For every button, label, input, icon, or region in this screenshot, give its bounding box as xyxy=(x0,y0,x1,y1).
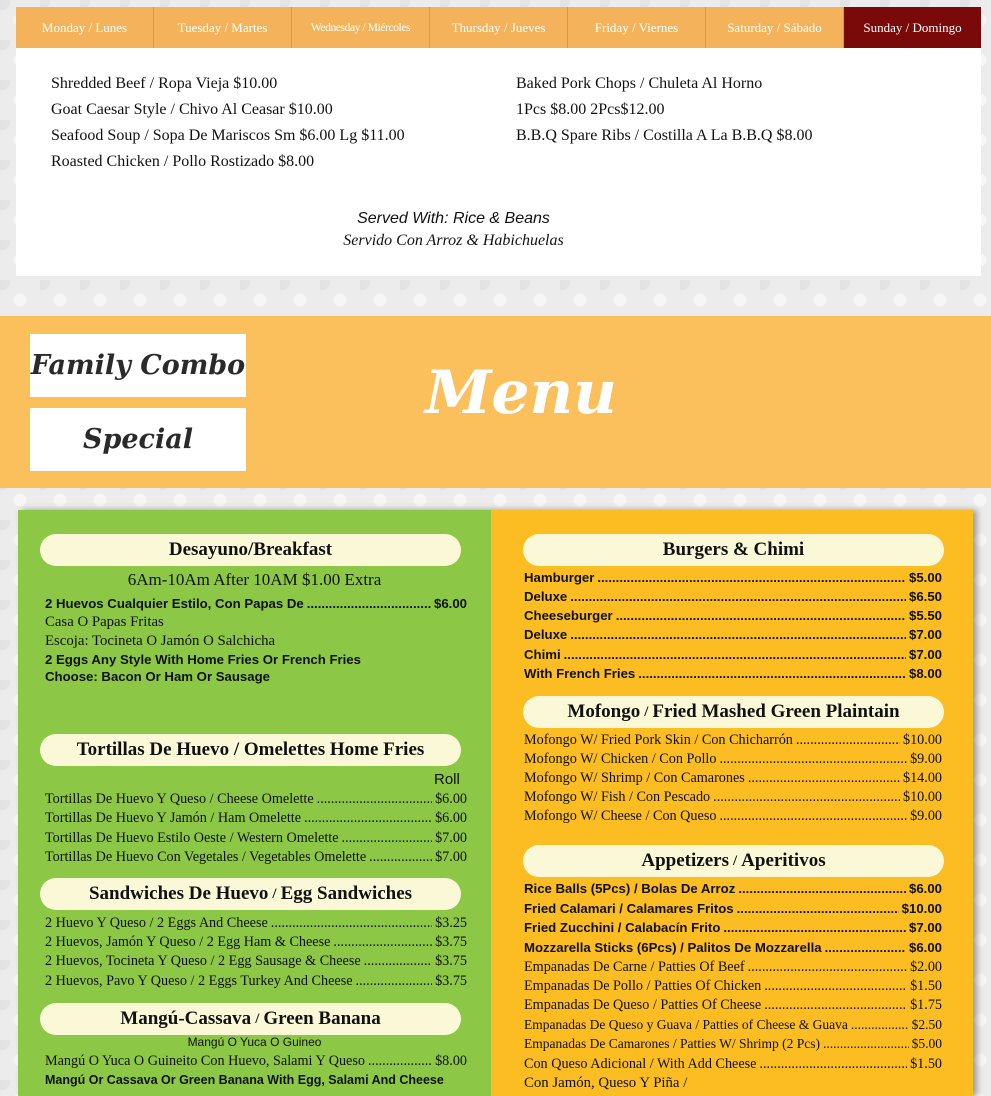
appetizers-header-main: Appetizers xyxy=(641,850,729,871)
served-with-en: Served With: Rice & Beans xyxy=(357,210,550,227)
menu-item-name: Tortillas De Huevo Y Queso / Cheese Omelette xyxy=(45,791,314,807)
menu-item-price: $5.50 xyxy=(908,608,942,623)
menu-item xyxy=(45,953,467,970)
menu-item-name: Empanadas De Queso / Patties Of Cheese xyxy=(524,997,762,1013)
sandwiches-header-main: Sandwiches De Huevo xyxy=(88,883,269,904)
tab-saturday[interactable]: Saturday / Sábado xyxy=(706,7,844,48)
menu-item xyxy=(524,1036,942,1052)
menu-item xyxy=(45,810,467,827)
menu-item-price: $8.00 xyxy=(435,1053,467,1069)
menu-item-name: 2 Huevos Cualquier Estilo, Con Papas De xyxy=(45,596,304,611)
menu-title: Menu xyxy=(425,358,617,428)
sandwiches-header-end: Egg Sandwiches xyxy=(280,883,413,904)
daily-item: Goat Caesar Style / Chivo Al Ceasar $10.00 xyxy=(51,101,333,118)
menu-item-name: 2 Huevos, Pavo Y Queso / 2 Eggs Turkey And Cheese xyxy=(45,973,353,989)
menu-item xyxy=(524,647,942,662)
served-with-es: Servido Con Arroz & Habichuelas xyxy=(343,232,564,249)
menu-line: 2 Eggs Any Style With Home Fries Or French Fries xyxy=(45,652,361,667)
mofongo-header-main: Mofongo xyxy=(567,701,641,722)
menu-item-price: $10.00 xyxy=(902,789,942,805)
menu-item-name: Hamburger xyxy=(524,570,595,585)
tab-thursday[interactable]: Thursday / Jueves xyxy=(430,7,568,48)
menu-item xyxy=(524,959,942,976)
menu-item-price: $14.00 xyxy=(902,770,942,786)
menu-item-price: $10.00 xyxy=(901,901,942,916)
menu-item-price: $6.00 xyxy=(908,881,942,896)
menu-item-name: Chimi xyxy=(524,647,561,662)
sandwiches-header-sep: / xyxy=(272,885,277,902)
menu-item xyxy=(45,973,467,990)
menu-item xyxy=(524,808,942,825)
menu-item-name: Tortillas De Huevo Estilo Oeste / Western Omelette xyxy=(45,830,339,846)
menu-item-name: Deluxe xyxy=(524,627,568,642)
family-combo-button[interactable]: Family Combo xyxy=(30,334,246,397)
tab-wednesday[interactable]: Wednesday / Miércoles xyxy=(292,7,430,48)
menu-item-price: $6.50 xyxy=(908,589,942,604)
menu-board xyxy=(18,510,973,1096)
day-tabs xyxy=(16,7,981,48)
mofongo-header xyxy=(523,696,944,728)
menu-item xyxy=(45,915,467,932)
breakfast-hours: 6Am-10Am After 10AM $1.00 Extra xyxy=(127,570,382,589)
daily-item: Roasted Chicken / Pollo Rostizado $8.00 xyxy=(51,153,315,170)
menu-item-price: $1.75 xyxy=(910,997,942,1013)
menu-item xyxy=(45,830,467,847)
menu-item xyxy=(524,789,942,806)
menu-item xyxy=(45,791,467,808)
menu-line: Con Jamón, Queso Y Piña / xyxy=(524,1075,688,1091)
menu-line: Escoja: Tocineta O Jamón O Salchicha xyxy=(45,633,276,649)
menu-item xyxy=(524,751,942,768)
daily-item: Seafood Soup / Sopa De Mariscos Sm $6.00 Lg $11.00 xyxy=(51,127,405,144)
menu-item-price: $9.00 xyxy=(910,808,942,824)
menu-item-name: Fried Calamari / Calamares Fritos xyxy=(524,901,734,916)
menu-item-price: $1.50 xyxy=(910,1056,942,1072)
menu-item-price: $9.00 xyxy=(910,751,942,767)
menu-item xyxy=(45,934,467,951)
menu-item-name: With French Fries xyxy=(524,666,636,681)
roll-label: Roll xyxy=(434,771,460,788)
menu-item-name: 2 Huevo Y Queso / 2 Eggs And Cheese xyxy=(45,915,268,931)
menu-item xyxy=(524,997,942,1014)
menu-item-price: $6.00 xyxy=(435,791,467,807)
omelettes-header: Tortillas De Huevo / Omelettes Home Fries xyxy=(40,734,461,766)
menu-item-price: $7.00 xyxy=(908,920,942,935)
mangu-header xyxy=(40,1003,461,1035)
menu-item-price: $6.00 xyxy=(908,940,942,955)
mangu-header-main: Mangú-Cassava xyxy=(120,1008,252,1029)
menu-item-price: $3.75 xyxy=(435,973,467,989)
daily-item: 1Pcs $8.00 2Pcs$12.00 xyxy=(516,101,665,118)
menu-item xyxy=(45,1053,467,1070)
menu-item-name: Empanadas De Queso y Guava / Patties of Cheese & Guava xyxy=(524,1017,848,1032)
menu-item-price: $2.50 xyxy=(911,1017,942,1032)
mofongo-header-sep: / xyxy=(644,703,649,720)
menu-line: Casa O Papas Fritas xyxy=(45,614,164,630)
menu-line: Mangú Or Cassava Or Green Banana With Egg, Salami And Cheese xyxy=(45,1073,444,1087)
menu-band xyxy=(0,316,991,488)
menu-item-price: $7.00 xyxy=(435,830,467,846)
menu-item xyxy=(524,608,942,623)
menu-item-name: Empanadas De Pollo / Patties Of Chicken xyxy=(524,978,762,994)
menu-item xyxy=(524,1017,942,1033)
menu-item-name: Mozzarella Sticks (6Pcs) / Palitos De Mozzarella xyxy=(524,940,822,955)
menu-item xyxy=(524,570,942,585)
menu-item-name: Mofongo W/ Fish / Con Pescado xyxy=(524,789,711,805)
menu-item xyxy=(524,901,942,916)
daily-item: B.B.Q Spare Ribs / Costilla A La B.B.Q $8.00 xyxy=(516,127,813,144)
menu-item-name: Mofongo W/ Fried Pork Skin / Con Chicharrón xyxy=(524,732,793,748)
menu-item-name: Mofongo W/ Chicken / Con Pollo xyxy=(524,751,717,767)
menu-item-name: Rice Balls (5Pcs) / Bolas De Arroz xyxy=(524,881,736,896)
menu-item xyxy=(524,920,942,935)
menu-board-left xyxy=(18,510,491,1096)
menu-item-name: Deluxe xyxy=(524,589,568,604)
menu-item-price: $3.75 xyxy=(435,953,467,969)
menu-board-right xyxy=(491,510,973,1096)
menu-item xyxy=(524,627,942,642)
menu-item xyxy=(524,732,942,749)
menu-item-price: $7.00 xyxy=(908,647,942,662)
menu-item-name: Empanadas De Camarones / Patties W/ Shrimp (2 Pcs) xyxy=(524,1036,820,1051)
menu-item-name: Mangú O Yuca O Guineito Con Huevo, Salami Y Queso xyxy=(45,1053,365,1069)
appetizers-header-end: Aperitivos xyxy=(741,850,826,871)
menu-item-price: $5.00 xyxy=(911,1036,942,1051)
menu-item xyxy=(45,596,467,611)
menu-item-name: Mofongo W/ Cheese / Con Queso xyxy=(524,808,717,824)
mangu-header-sep: / xyxy=(255,1010,260,1027)
mangu-subtitle: Mangú O Yuca O Guineo xyxy=(187,1035,322,1049)
menu-item-name: Mofongo W/ Shrimp / Con Camarones xyxy=(524,770,745,786)
menu-item-name: Fried Zucchini / Calabacín Frito xyxy=(524,920,721,935)
tab-friday[interactable]: Friday / Viernes xyxy=(568,7,706,48)
special-button[interactable]: Special xyxy=(30,408,246,471)
menu-item-name: Empanadas De Carne / Patties Of Beef xyxy=(524,959,745,975)
menu-item-price: $7.00 xyxy=(908,627,942,642)
menu-item-price: $3.25 xyxy=(435,915,467,931)
tab-sunday[interactable]: Sunday / Domingo xyxy=(844,7,981,48)
daily-specials-left xyxy=(51,71,405,175)
menu-item-price: $5.00 xyxy=(908,570,942,585)
mofongo-header-end: Fried Mashed Green Plaintain xyxy=(652,701,900,722)
menu-item-price: $6.00 xyxy=(433,596,467,611)
menu-item-price: $1.50 xyxy=(910,978,942,994)
menu-item xyxy=(45,849,467,866)
menu-item xyxy=(524,589,942,604)
menu-item-price: $3.75 xyxy=(435,934,467,950)
tab-monday[interactable]: Monday / Lunes xyxy=(16,7,154,48)
mangu-header-end: Green Banana xyxy=(263,1008,381,1029)
daily-specials-right xyxy=(516,71,812,149)
menu-item-price: $10.00 xyxy=(902,732,942,748)
menu-item xyxy=(524,881,942,896)
appetizers-header-sep: / xyxy=(732,852,738,869)
menu-item-name: Cheeseburger xyxy=(524,608,613,623)
daily-item: Baked Pork Chops / Chuleta Al Horno xyxy=(516,75,763,92)
sandwiches-header xyxy=(40,878,461,910)
menu-item-name: Tortillas De Huevo Y Jamón / Ham Omelette xyxy=(45,810,302,826)
breakfast-header: Desayuno/Breakfast xyxy=(40,534,461,566)
menu-item-price: $2.00 xyxy=(910,959,942,975)
appetizers-header xyxy=(523,845,944,877)
daily-specials-panel xyxy=(16,48,981,276)
menu-item-price: $6.00 xyxy=(435,810,467,826)
menu-item xyxy=(524,1056,942,1073)
menu-item-name: 2 Huevos, Jamón Y Queso / 2 Egg Ham & Cheese xyxy=(45,934,331,950)
menu-item-price: $8.00 xyxy=(908,666,942,681)
menu-item-name: Tortillas De Huevo Con Vegetales / Vegetables Omelette xyxy=(45,849,367,865)
burgers-header: Burgers & Chimi xyxy=(523,534,944,566)
menu-item-name: Con Queso Adicional / With Add Cheese xyxy=(524,1056,757,1072)
menu-item xyxy=(524,666,942,681)
tab-tuesday[interactable]: Tuesday / Martes xyxy=(154,7,292,48)
menu-item xyxy=(524,978,942,995)
menu-item xyxy=(524,940,942,955)
menu-line: Choose: Bacon Or Ham Or Sausage xyxy=(45,669,270,684)
menu-item-price: $7.00 xyxy=(435,849,467,865)
menu-item-name: 2 Huevos, Tocineta Y Queso / 2 Egg Sausage & Cheese xyxy=(45,953,361,969)
daily-item: Shredded Beef / Ropa Vieja $10.00 xyxy=(51,75,278,92)
menu-item xyxy=(524,770,942,787)
